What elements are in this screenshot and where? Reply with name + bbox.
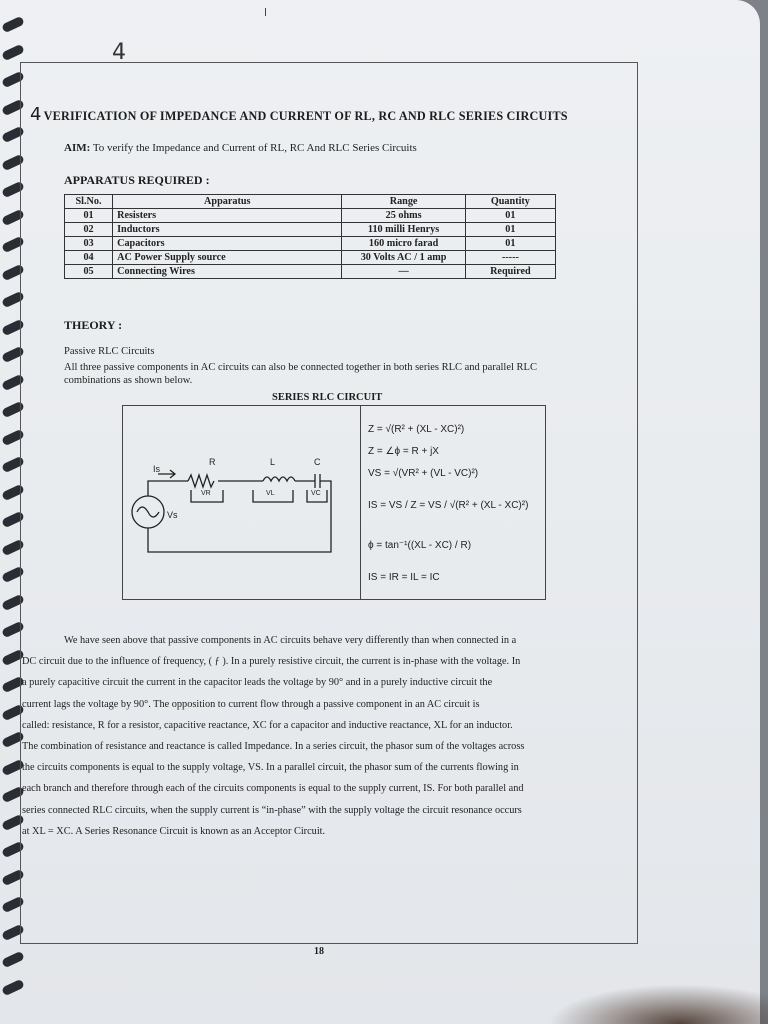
cell-slno: 03 — [65, 237, 113, 251]
spiral-ring — [1, 16, 25, 33]
label-vl: VL — [266, 490, 275, 497]
handwritten-page-number: 4 — [112, 40, 126, 65]
cell-apparatus: Capacitors — [113, 237, 342, 251]
equation-supply-current: IS = VS / Z = VS / √(R² + (XL - XC)²) — [368, 500, 529, 511]
cell-range: — — [342, 265, 465, 279]
figure-title: SERIES RLC CIRCUIT — [272, 392, 383, 403]
equation-impedance-phasor: Z = ∠ϕ = R + jX — [368, 446, 439, 457]
theory-heading: THEORY : — [64, 318, 123, 332]
cell-apparatus: AC Power Supply source — [113, 251, 342, 265]
cell-quantity: ----- — [465, 251, 555, 265]
body-line: series connected RLC circuits, when the supply current is “in-phase” with the supply voltage the circuit resonance occurs — [22, 804, 522, 816]
spiral-ring — [1, 951, 25, 968]
cell-apparatus: Connecting Wires — [113, 265, 342, 279]
label-c: C — [314, 457, 321, 467]
label-r: R — [209, 457, 216, 467]
title-text: VERIFICATION OF IMPEDANCE AND CURRENT OF RL, RC AND RLC SERIES CIRCUITS — [43, 109, 568, 123]
header-apparatus: Apparatus — [113, 195, 342, 209]
table-header-row — [65, 195, 556, 209]
label-vc: VC — [311, 490, 321, 497]
aim-text: To verify the Impedance and Current of RL, RC And RLC Series Circuits — [92, 142, 417, 154]
page-number: 18 — [314, 946, 324, 957]
body-line: each branch and therefore through each of the circuits components is equal to the supply current, IS. For both parallel and — [22, 783, 524, 795]
equation-series-current: IS = IR = IL = IC — [368, 572, 440, 583]
figure-divider — [360, 406, 361, 599]
series-rlc-figure — [122, 405, 546, 600]
table-row — [65, 223, 556, 237]
cell-apparatus: Resisters — [113, 209, 342, 223]
cell-quantity: 01 — [465, 209, 555, 223]
title-number: 4 — [30, 104, 42, 125]
header-slno: Sl.No. — [65, 195, 113, 209]
inductor-symbol — [263, 477, 295, 481]
spiral-ring — [1, 978, 25, 995]
cell-slno: 01 — [65, 209, 113, 223]
aim-label: AIM: — [64, 142, 91, 154]
table-row — [65, 237, 556, 251]
spiral-ring — [1, 43, 25, 60]
pen-mark — [265, 8, 266, 16]
body-line: called: resistance, R for a resistor, capacitive reactance, XC for a capacitor and inductive reactance, XL for an inductor. — [22, 719, 513, 731]
aim-line — [64, 142, 417, 154]
cell-quantity: 01 — [465, 223, 555, 237]
table-row — [65, 251, 556, 265]
body-line: current lags the voltage by 90°. The opposition to current flow through a passive component in an AC circuit is — [22, 698, 480, 710]
equation-phase-angle: ϕ = tan⁻¹((XL - XC) / R) — [368, 540, 472, 551]
label-is: Is — [153, 464, 161, 474]
label-vs: Vs — [167, 510, 178, 520]
table-row — [65, 265, 556, 279]
body-line: The combination of resistance and reactance is called Impedance. In a series circuit, the phasor sum of the voltages across — [22, 741, 525, 753]
body-line: DC circuit due to the influence of frequency, ( ƒ ). In a purely resistive circuit, the current is in-phase with the voltage. In — [22, 656, 521, 668]
wire-top-left — [148, 481, 188, 496]
circuit-diagram — [123, 406, 360, 599]
apparatus-table — [64, 194, 556, 279]
capacitor-symbol — [315, 474, 320, 488]
theory-intro: All three passive components in AC circuits can also be connected together in both series RLC and parallel RLC combinations as shown below. — [64, 362, 537, 386]
cell-range: 30 Volts AC / 1 amp — [342, 251, 465, 265]
apparatus-heading: APPARATUS REQUIRED : — [64, 173, 210, 187]
label-l: L — [270, 457, 276, 467]
theory-subheading: Passive RLC Circuits — [64, 346, 155, 357]
cell-range: 110 milli Henrys — [342, 223, 465, 237]
equation-supply-voltage: VS = √(VR² + (VL - VC)²) — [368, 468, 479, 479]
cell-quantity: 01 — [465, 237, 555, 251]
theory-body — [22, 630, 638, 842]
cell-slno: 02 — [65, 223, 113, 237]
ac-sine-symbol — [137, 507, 159, 517]
cell-slno: 04 — [65, 251, 113, 265]
body-line: a purely capacitive circuit the current in the capacitor leads the voltage by 90° and in a purely inductive circuit the — [22, 677, 493, 689]
cell-range: 160 micro farad — [342, 237, 465, 251]
equation-impedance: Z = √(R² + (XL - XC)²) — [368, 424, 465, 435]
table-row — [65, 209, 556, 223]
header-quantity: Quantity — [465, 195, 555, 209]
cell-apparatus: Inductors — [113, 223, 342, 237]
current-arrow — [158, 470, 175, 478]
resistor-symbol — [188, 475, 214, 487]
cell-slno: 05 — [65, 265, 113, 279]
cell-range: 25 ohms — [342, 209, 465, 223]
label-vr: VR — [201, 490, 211, 497]
body-line: the circuits components is equal to the supply voltage, VS. In a parallel circuit, the phasor sum of the currents flowing in — [22, 762, 519, 774]
body-line: We have seen above that passive components in AC circuits behave very differently than when connected in a — [64, 635, 517, 646]
body-line: at XL = XC. A Series Resonance Circuit is known as an Acceptor Circuit. — [22, 825, 326, 837]
hand-shadow — [548, 984, 768, 1024]
experiment-title — [30, 104, 630, 125]
cell-quantity: Required — [465, 265, 555, 279]
header-range: Range — [342, 195, 465, 209]
